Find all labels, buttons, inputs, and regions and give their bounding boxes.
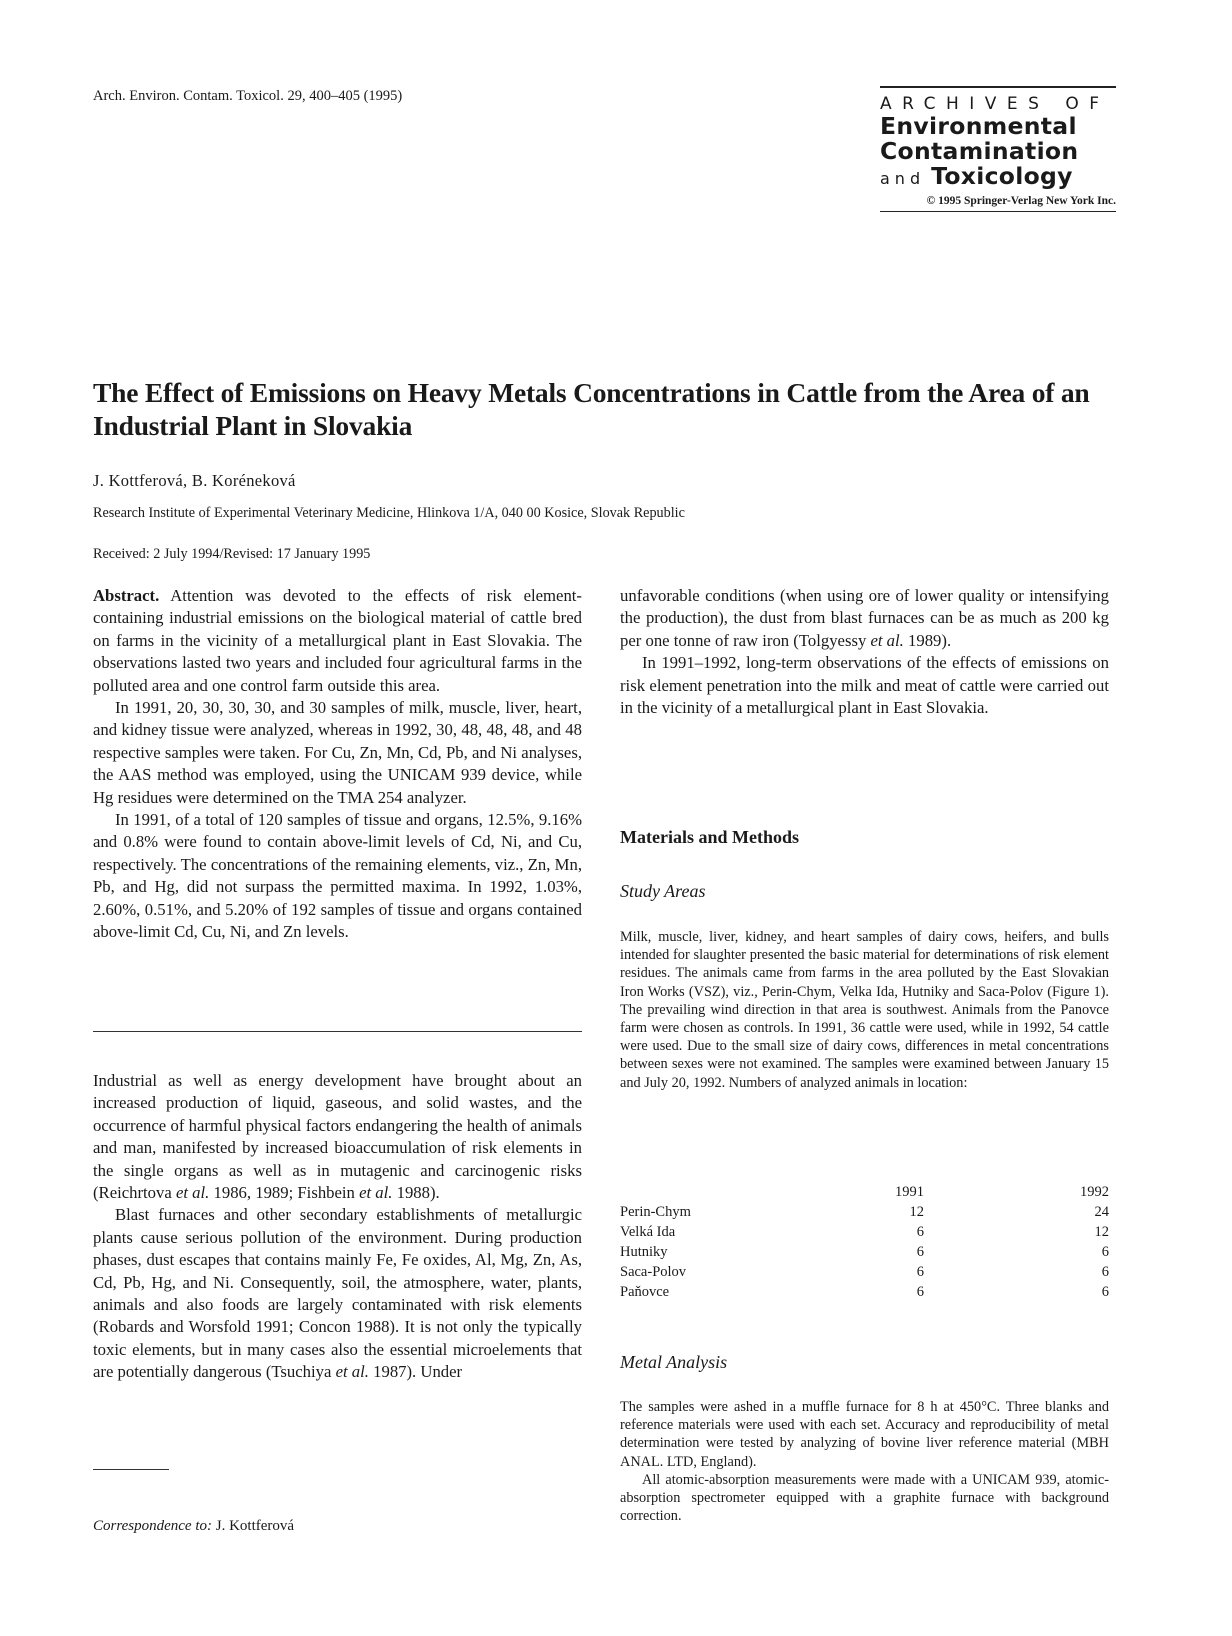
abstract-paragraph-2: In 1991, 20, 30, 30, 30, and 30 samples of milk, muscle, liver, heart, and kidney tissue were analyzed, whereas in 1992, 30, 48, 48, 48, and 48 respective samples were taken. For Cu, Zn, Mn, Cd, Pb, and Ni analyses, the AAS method was employed, using the UNICAM 939 device, while Hg residues were determined on the TMA 254 analyzer. (93, 698, 582, 807)
study-areas-text (620, 928, 1109, 1092)
table-header-row (620, 1182, 1109, 1202)
animals-table-grid (620, 1182, 1109, 1302)
animals-table (620, 1182, 1109, 1302)
table-cell-1991: 6 (916, 1284, 924, 1300)
logo-bottom-rule (880, 211, 1116, 212)
table-cell-1992: 6 (1101, 1244, 1109, 1260)
table-cell-location: Paňovce (620, 1284, 670, 1300)
metal-analysis-heading: Metal Analysis (620, 1352, 728, 1372)
intro-paragraph-1 (93, 1070, 582, 1204)
table-cell-1991: 6 (916, 1264, 924, 1280)
table-cell-location: Saca-Polov (620, 1264, 687, 1280)
logo-archives-of: ARCHIVES OF (880, 94, 1110, 114)
logo-and: and (880, 169, 926, 188)
intro-p2-b: 1987). Under (368, 1362, 463, 1382)
abstract (93, 585, 582, 944)
et-al: et al. (870, 630, 904, 650)
table-cell-1992: 24 (1094, 1204, 1109, 1220)
metal-analysis-paragraph-1: The samples were ashed in a muffle furnace for 8 h at 450°C. Three blanks and reference materials were used with each set. Accuracy and reproducibility of metal determination were tested by analyzing of bovine liver reference material (MBH ANAL. LTD, England). (620, 1399, 1109, 1470)
et-al: et al. (335, 1362, 369, 1382)
intro-paragraph-2-continued (620, 585, 1109, 652)
et-al: et al. (359, 1183, 393, 1203)
logo-contamination: Contamination (880, 137, 1079, 165)
intro-p2-a: Blast furnaces and other secondary establishments of metallurgic plants cause serious pollution of the environment. During production phases, dust escapes that contains mainly Fe, Fe oxides, Al, Mg, Zn, As, Cd, Pb, Hg, and Ni. Consequently, soil, the atmosphere, water, plants, animals and also foods are largely contaminated with risk elements (Robards and Worsfold 1991; Concon 1988). It is not only the typically toxic elements, but in many cases also the essential microelements that are potentially dangerous (Tsuchiya (93, 1205, 582, 1382)
intro-p1-c: 1988). (392, 1183, 440, 1203)
logo-top-rule (880, 86, 1116, 88)
table-row (620, 1202, 1109, 1222)
abstract-paragraph-3: In 1991, of a total of 120 samples of tissue and organs, 12.5%, 9.16% and 0.8% were found to contain above-limit levels of Cd, Ni, and Cu, respectively. The concentrations of the remaining elements, viz., Zn, Mn, Pb, and Hg, did not surpass the permitted maxima. In 1992, 1.03%, 2.60%, 0.51%, and 5.20% of 192 samples of tissue and organs contained above-limit Cd, Cu, Ni, and Zn levels. (93, 810, 582, 942)
footnote-name: J. Kottferová (215, 1518, 295, 1534)
abstract-text-1: Attention was devoted to the effects of risk element-containing industrial emissions on the biological material of cattle bred on farms in the vicinity of a metallurgical plant in East Slovakia. The observations lasted two years and included four agricultural farms in the polluted area and one control farm outside this area. (93, 586, 582, 695)
table-cell-location: Velká Ida (620, 1224, 676, 1240)
materials-methods-heading: Materials and Methods (620, 827, 799, 847)
footnote-rule (93, 1469, 169, 1470)
metal-analysis-text (620, 1398, 1109, 1525)
introduction (93, 1070, 582, 1384)
table-row (620, 1242, 1109, 1262)
footnote-label: Correspondence to: (93, 1518, 213, 1534)
introduction-continued (620, 585, 1109, 719)
logo-toxicology: Toxicology (931, 162, 1073, 190)
logo-toxicology-line (880, 164, 1116, 191)
logo-copyright: © 1995 Springer-Verlag New York Inc. (926, 195, 1116, 207)
correspondence-footnote (93, 1518, 294, 1535)
table-cell-1992: 6 (1101, 1264, 1109, 1280)
table-header-1991: 1991 (895, 1184, 924, 1200)
table-cell-location: Hutniky (620, 1244, 668, 1260)
intro-p1-a: Industrial as well as energy development have brought about an increased production of liquid, gaseous, and solid wastes, and the occurrence of harmful physical factors endangering the health of animals and man, manifested by increased bioaccumulation of risk elements in the single organs as well as in mutagenic and carcinogenic risks (Reichrtova (93, 1071, 582, 1203)
table-row (620, 1262, 1109, 1282)
table-cell-1992: 12 (1094, 1224, 1109, 1240)
table-cell-1991: 6 (916, 1224, 924, 1240)
logo-environmental: Environmental (880, 112, 1077, 140)
journal-logo (880, 86, 1116, 212)
intro-p2-cont-b: 1989). (903, 630, 952, 650)
table-cell-1991: 6 (916, 1244, 924, 1260)
study-areas-paragraph: Milk, muscle, liver, kidney, and heart samples of dairy cows, heifers, and bulls intended for slaughter presented the basic material for determinations of risk element residues. The animals came from farms in the area polluted by the East Slovakian Iron Works (VSZ), viz., Perin-Chym, Velka Ida, Hutniky and Saca-Polov (Figure 1). The prevailing wind direction in that area is southwest. Animals from the Panovce farm were chosen as controls. In 1991, 36 cattle were used, while in 1992, 54 cattle were used. Due to the small size of dairy cows, differences in metal concentrations between sexes were not examined. The samples were examined between January 15 and July 20, 1992. Numbers of analyzed animals in location: (620, 929, 1109, 1091)
et-al: et al. (175, 1183, 210, 1203)
abstract-paragraph-1 (93, 585, 582, 697)
table-header-location (620, 1182, 780, 1202)
intro-paragraph-2 (93, 1204, 582, 1383)
study-areas-heading: Study Areas (620, 881, 706, 901)
table-row (620, 1222, 1109, 1242)
intro-p2-cont-a: unfavorable conditions (when using ore of lower quality or intensifying the production), the dust from blast furnaces can be as much as 200 kg per one tonne of raw iron (Tolgyessy (620, 586, 1109, 650)
table-cell-1992: 6 (1101, 1284, 1109, 1300)
table-row (620, 1282, 1109, 1302)
table-cell-location: Perin-Chym (620, 1204, 691, 1220)
metal-analysis-paragraph-2: All atomic-absorption measurements were made with a UNICAM 939, atomic-absorption spectrometer equipped with a graphite furnace with background correction. (620, 1471, 1109, 1525)
intro-p1-b: 1986, 1989; Fishbein (209, 1183, 360, 1203)
intro-paragraph-3: In 1991–1992, long-term observations of the effects of emissions on risk element penetration into the milk and meat of cattle were carried out in the vicinity of a metallurgical plant in East Slovakia. (620, 653, 1109, 718)
abstract-label: Abstract. (93, 586, 160, 605)
table-cell-1991: 12 (909, 1204, 924, 1220)
article-received-date: Received: 2 July 1994/Revised: 17 January 1995 (93, 546, 371, 562)
article-affiliation: Research Institute of Experimental Veterinary Medicine, Hlinkova 1/A, 040 00 Kosice, Slovak Republic (93, 505, 685, 521)
table-header-1992: 1992 (1080, 1184, 1109, 1200)
article-title: The Effect of Emissions on Heavy Metals Concentrations in Cattle from the Area of an Industrial Plant in Slovakia (93, 377, 1090, 441)
journal-citation: Arch. Environ. Contam. Toxicol. 29, 400–405 (1995) (93, 88, 403, 104)
abstract-divider (93, 1031, 582, 1032)
article-authors: J. Kottferová, B. Koréneková (93, 471, 296, 490)
